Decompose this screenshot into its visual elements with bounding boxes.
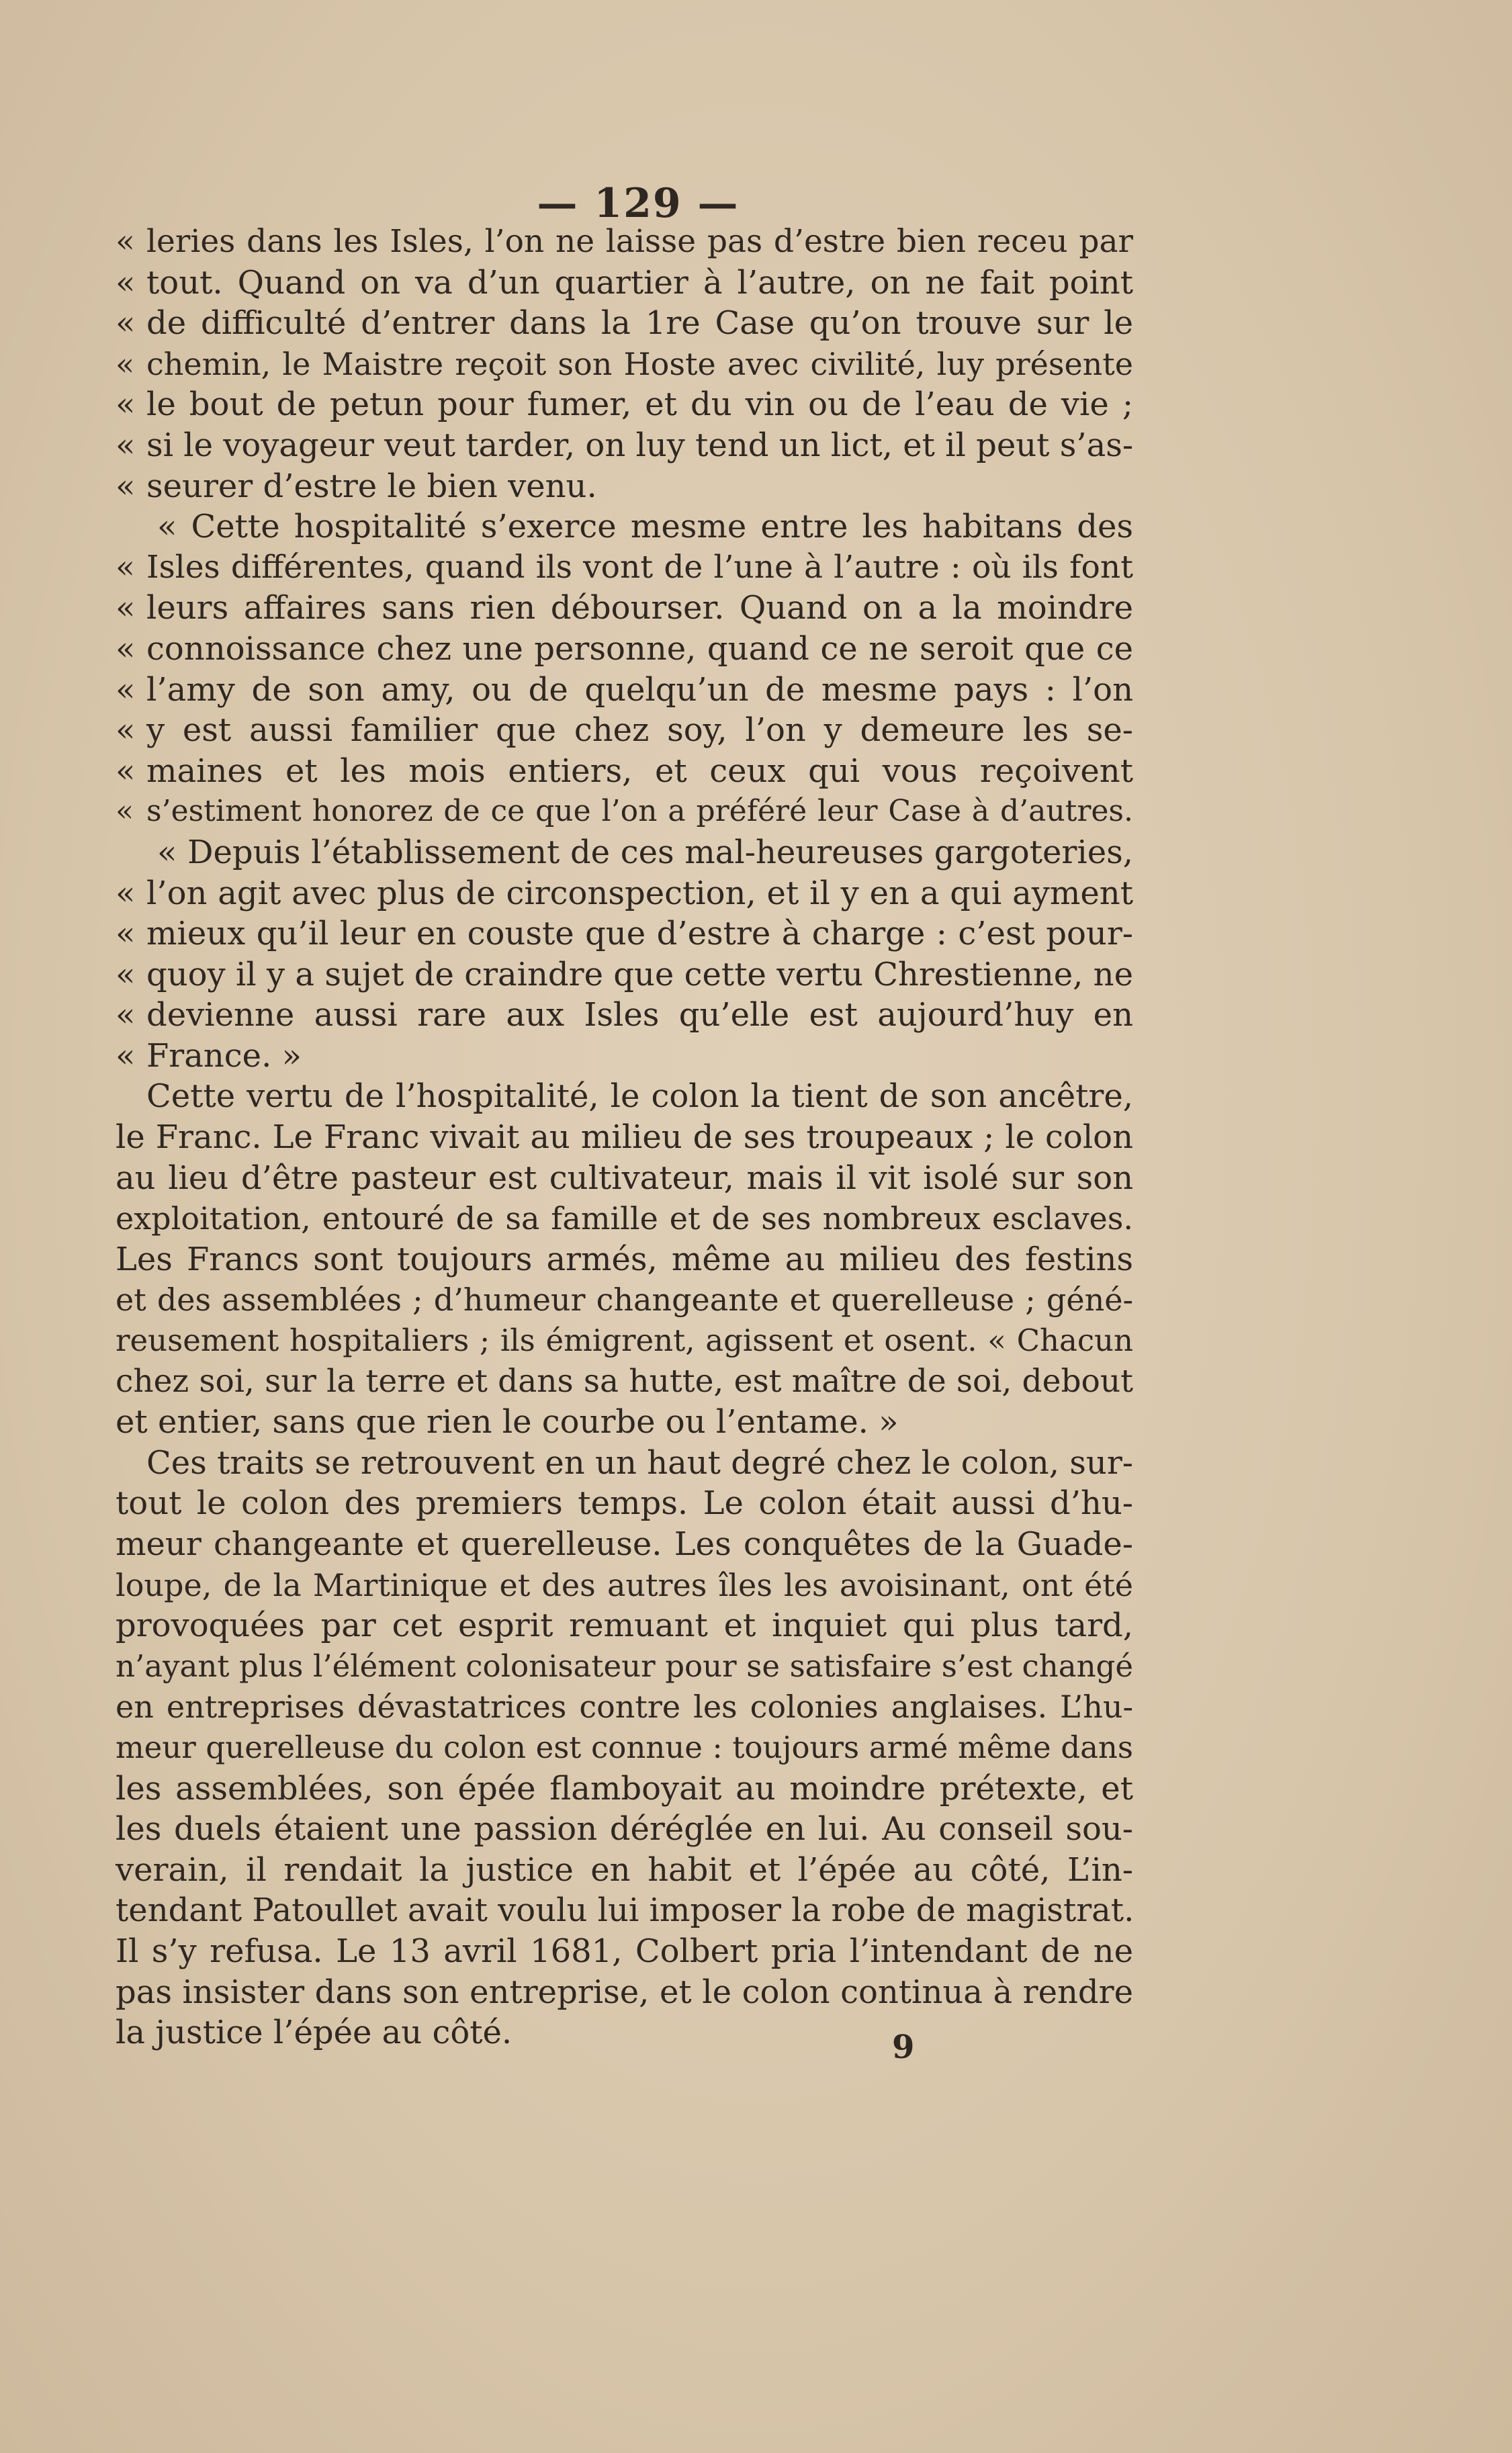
body-text	[116, 222, 1133, 2053]
quote-mark: «	[116, 629, 136, 668]
line-text: quoy il y a sujet de craindre que cette vertu Chrestienne, ne	[146, 955, 1133, 993]
text-line	[116, 1280, 1133, 1321]
text-line	[116, 466, 1133, 507]
text-line	[116, 1769, 1133, 1810]
line-text: pas insister dans son entreprise, et le colon continua à rendre	[116, 1973, 1133, 2011]
text-line	[116, 1076, 1133, 1117]
text-line	[116, 1890, 1133, 1931]
line-text: devienne aussi rare aux Isles qu’elle est aujourd’huy en	[146, 996, 1133, 1034]
text-line	[116, 2012, 1133, 2053]
text-line	[116, 954, 1133, 995]
quote-mark: «	[116, 670, 136, 709]
line-text: Isles différentes, quand ils vont de l’une à l’autre : où ils font	[146, 548, 1133, 586]
text-line	[116, 1239, 1133, 1280]
line-text: leurs affaires sans rien débourser. Quand on a la moindre	[146, 589, 1133, 627]
line-text: provoquées par cet esprit remuant et inquiet qui plus tard,	[116, 1607, 1133, 1645]
line-text: Ces traits se retrouvent en un haut degré chez le colon, sur-	[146, 1443, 1133, 1482]
quote-mark: «	[116, 223, 135, 260]
line-text: « Cette hospitalité s’exerce mesme entre les habitans des	[157, 508, 1133, 546]
line-text: si le voyageur veut tarder, on luy tend un lict, et il peut s’as-	[146, 426, 1134, 464]
line-text: de difficulté d’entrer dans la 1re Case qu’on trouve sur le	[146, 304, 1133, 343]
text-line	[116, 1605, 1133, 1646]
line-text: meur changeante et querelleuse. Les conquêtes de la Guade-	[116, 1525, 1133, 1563]
text-line	[116, 506, 1133, 547]
line-text: mieux qu’il leur en couste que d’estre à charge : c’est pour-	[146, 915, 1133, 953]
text-line	[116, 1565, 1133, 1606]
quote-mark: «	[116, 304, 136, 343]
line-text: les assemblées, son épée flamboyait au moindre prétexte, et	[116, 1769, 1133, 1808]
quote-mark: «	[116, 915, 136, 953]
text-line	[116, 263, 1133, 304]
text-line	[116, 1402, 1133, 1443]
text-line	[116, 1809, 1133, 1850]
text-line	[116, 1158, 1133, 1199]
line-text: en entreprises dévastatrices contre les colonies anglaises. L’hu-	[116, 1689, 1133, 1726]
line-text: reusement hospitaliers ; ils émigrent, agissent et osent. « Chacun	[116, 1323, 1133, 1359]
text-line	[116, 547, 1133, 588]
text-line	[116, 791, 1133, 832]
quote-mark: «	[116, 345, 135, 382]
line-text: seurer d’estre le bien venu.	[146, 467, 597, 505]
quote-mark: «	[116, 752, 136, 790]
line-text: exploitation, entouré de sa famille et de ses nombreux esclaves.	[116, 1200, 1133, 1237]
line-text: au lieu d’être pasteur est cultivateur, mais il vit isolé sur son	[116, 1159, 1133, 1197]
text-line	[116, 1483, 1133, 1524]
quote-mark: «	[116, 996, 136, 1034]
text-line	[116, 873, 1133, 914]
text-line	[116, 344, 1133, 385]
line-text: leries dans les Isles, l’on ne laisse pas d’estre bien receu par	[146, 223, 1133, 260]
line-text: Il s’y refusa. Le 13 avril 1681, Colbert pria l’intendant de ne	[116, 1932, 1133, 1970]
text-line	[116, 1646, 1133, 1687]
quote-mark: «	[116, 711, 136, 750]
line-text: tout le colon des premiers temps. Le colon était aussi d’hu-	[116, 1484, 1133, 1523]
text-line	[116, 1443, 1133, 1484]
text-line	[116, 1687, 1133, 1728]
page-number: — 129 —	[537, 180, 740, 227]
line-text: chez soi, sur la terre et dans sa hutte, est maître de soi, debout	[116, 1362, 1133, 1400]
line-text: « Depuis l’établissement de ces mal-heureuses gargoteries,	[157, 833, 1133, 871]
line-text: connoissance chez une personne, quand ce ne seroit que ce	[146, 629, 1133, 668]
text-line	[116, 670, 1133, 711]
text-line	[116, 832, 1133, 873]
text-line	[116, 384, 1133, 425]
line-text: tendant Patoullet avait voulu lui imposer la robe de magistrat.	[116, 1891, 1135, 1930]
line-text: l’on agit avec plus de circonspection, et il y en a qui ayment	[146, 874, 1133, 912]
line-text: la justice l’épée au côté.	[116, 2014, 513, 2052]
text-line	[116, 751, 1133, 792]
text-line	[116, 1321, 1133, 1362]
line-text: Cette vertu de l’hospitalité, le colon la tient de son ancêtre,	[146, 1077, 1133, 1116]
text-line	[116, 1036, 1133, 1077]
text-line	[116, 1524, 1133, 1565]
quote-mark: «	[116, 426, 136, 464]
text-line	[116, 588, 1133, 629]
line-text: France. »	[146, 1036, 302, 1075]
line-text: loupe, de la Martinique et des autres îles les avoisinant, ont été	[116, 1566, 1133, 1603]
text-line	[116, 425, 1133, 466]
text-line	[116, 303, 1133, 344]
text-line	[116, 710, 1133, 751]
text-line	[116, 222, 1133, 263]
line-text: le bout de petun pour fumer, et du vin ou de l’eau de vie ;	[146, 386, 1133, 424]
line-text: verain, il rendait la justice en habit et l’épée au côté, L’in-	[116, 1850, 1133, 1889]
line-text: tout. Quand on va d’un quartier à l’autre, on ne fait point	[146, 263, 1133, 302]
line-text: le Franc. Le Franc vivait au milieu de ses troupeaux ; le colon	[116, 1118, 1133, 1157]
quote-mark: «	[116, 874, 136, 912]
line-text: et des assemblées ; d’humeur changeante et querelleuse ; géné-	[116, 1282, 1133, 1319]
text-line	[116, 913, 1133, 954]
line-text: Les Francs sont toujours armés, même au milieu des festins	[116, 1240, 1133, 1278]
text-line	[116, 995, 1133, 1036]
text-line	[116, 629, 1133, 670]
quote-mark: «	[116, 548, 135, 586]
line-text: n’ayant plus l’élément colonisateur pour se satisfaire s’est changé	[116, 1648, 1133, 1684]
text-line	[116, 1117, 1133, 1158]
quote-mark: «	[116, 1036, 136, 1075]
quote-mark: «	[116, 263, 136, 302]
text-line	[116, 1850, 1133, 1891]
text-line	[116, 1362, 1133, 1402]
line-text: meur querelleuse du colon est connue : toujours armé même dans	[116, 1729, 1133, 1765]
line-text: l’amy de son amy, ou de quelqu’un de mesme pays : l’on	[146, 670, 1133, 709]
signature-mark: 9	[892, 2028, 915, 2066]
quote-mark: «	[116, 955, 136, 993]
text-line	[116, 1972, 1133, 2013]
line-text: s’estiment honorez de ce que l’on a préféré leur Case à d’autres.	[146, 794, 1133, 829]
line-text: et entier, sans que rien le courbe ou l’entame. »	[116, 1403, 899, 1441]
line-text: maines et les mois entiers, et ceux qui vous reçoivent	[146, 752, 1133, 790]
text-line	[116, 1931, 1133, 1972]
line-text: chemin, le Maistre reçoit son Hoste avec civilité, luy présente	[146, 345, 1133, 382]
line-text: les duels étaient une passion déréglée en lui. Au conseil sou-	[116, 1810, 1133, 1848]
line-text: y est aussi familier que chez soy, l’on y demeure les se-	[146, 711, 1133, 750]
quote-mark: «	[116, 794, 134, 829]
quote-mark: «	[116, 589, 136, 627]
quote-mark: «	[116, 467, 136, 505]
text-line	[116, 1198, 1133, 1239]
text-line	[116, 1728, 1133, 1769]
quote-mark: «	[116, 386, 136, 424]
